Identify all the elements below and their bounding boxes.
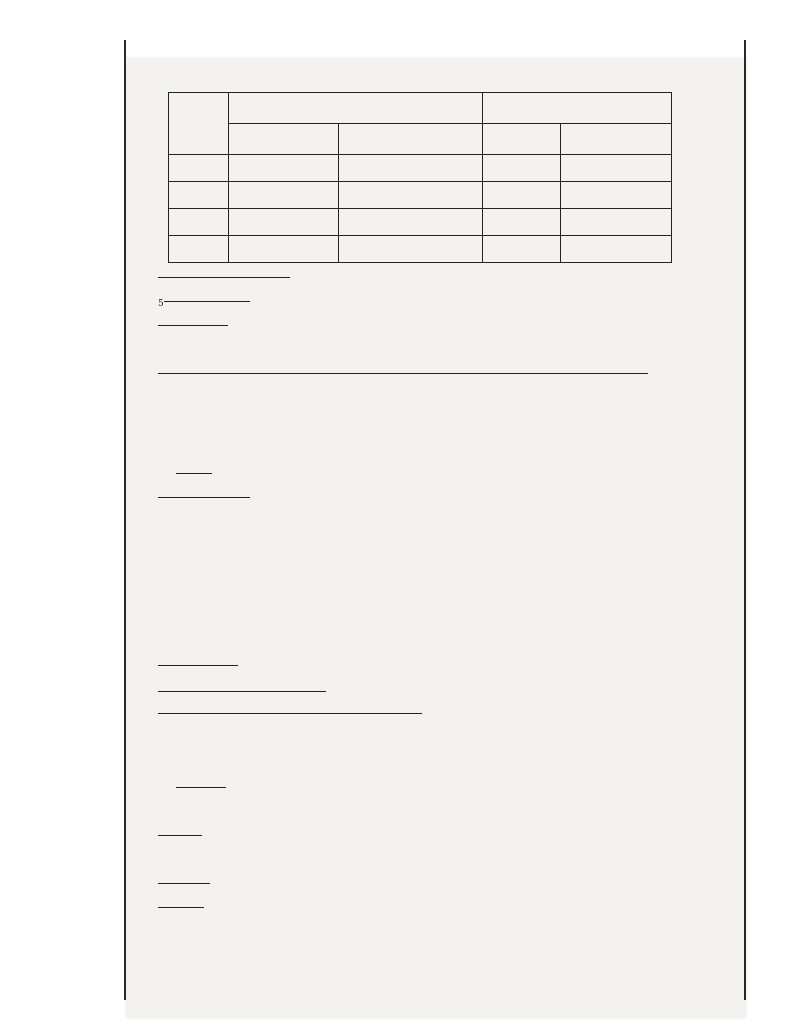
header-treatment — [169, 93, 229, 155]
table-row — [169, 182, 672, 209]
answer-blank[interactable] — [158, 820, 202, 836]
q31-line-14 — [158, 698, 738, 720]
q32-line-3 — [176, 772, 756, 794]
q31-line-4 — [176, 458, 756, 480]
cell-density — [338, 155, 483, 182]
q30-line-2: 5 — [158, 286, 738, 314]
answer-blank[interactable] — [158, 358, 648, 374]
answer-blank[interactable] — [326, 698, 422, 714]
cell-density — [338, 209, 483, 236]
cell-density — [338, 182, 483, 209]
page-edge-right — [744, 40, 746, 1000]
cell-weight — [228, 209, 338, 236]
cell-name — [169, 209, 229, 236]
answer-blank[interactable] — [158, 698, 326, 714]
answer-blank[interactable] — [158, 482, 198, 498]
table-header-row — [169, 93, 672, 124]
answer-blank[interactable] — [158, 892, 204, 908]
answer-blank[interactable] — [164, 286, 250, 302]
cell-weight — [228, 155, 338, 182]
cell-polyphenol — [483, 236, 561, 263]
table-row — [169, 155, 672, 182]
cell-amino — [561, 209, 672, 236]
answer-blank[interactable] — [158, 676, 326, 692]
header-weight — [228, 124, 338, 155]
cell-amino — [561, 182, 672, 209]
cell-amino — [561, 236, 672, 263]
answer-blank[interactable] — [198, 482, 250, 498]
header-density — [338, 124, 483, 155]
answer-blank[interactable] — [176, 772, 226, 788]
page-edge-left — [124, 40, 126, 1000]
answer-blank[interactable] — [176, 458, 212, 474]
q31-line-12 — [158, 650, 738, 672]
cell-name — [169, 182, 229, 209]
answer-blank[interactable] — [158, 262, 290, 278]
q32-line-5 — [158, 820, 738, 842]
q30-line-5 — [158, 358, 738, 380]
q30-line-3 — [158, 310, 738, 332]
cell-name — [169, 155, 229, 182]
cell-weight — [228, 182, 338, 209]
answer-blank[interactable] — [158, 868, 210, 884]
cell-name — [169, 236, 229, 263]
header-substance — [483, 93, 672, 124]
cell-density — [338, 236, 483, 263]
table-subheader-row — [169, 124, 672, 155]
cell-polyphenol — [483, 182, 561, 209]
header-amino — [561, 124, 672, 155]
tea-data-table — [168, 92, 672, 263]
q31-line-13 — [158, 674, 738, 698]
cell-weight — [228, 236, 338, 263]
cell-amino — [561, 155, 672, 182]
header-bud-growth — [228, 93, 482, 124]
answer-blank[interactable] — [158, 310, 228, 326]
q32-line-7 — [158, 868, 738, 890]
header-polyphenol — [483, 124, 561, 155]
cell-polyphenol — [483, 155, 561, 182]
q32-line-8 — [158, 892, 738, 914]
q31-line-5 — [158, 482, 738, 504]
table-row — [169, 236, 672, 263]
table-row — [169, 209, 672, 236]
q30-line-1 — [158, 262, 738, 284]
cell-polyphenol — [483, 209, 561, 236]
answer-blank[interactable] — [158, 650, 238, 666]
